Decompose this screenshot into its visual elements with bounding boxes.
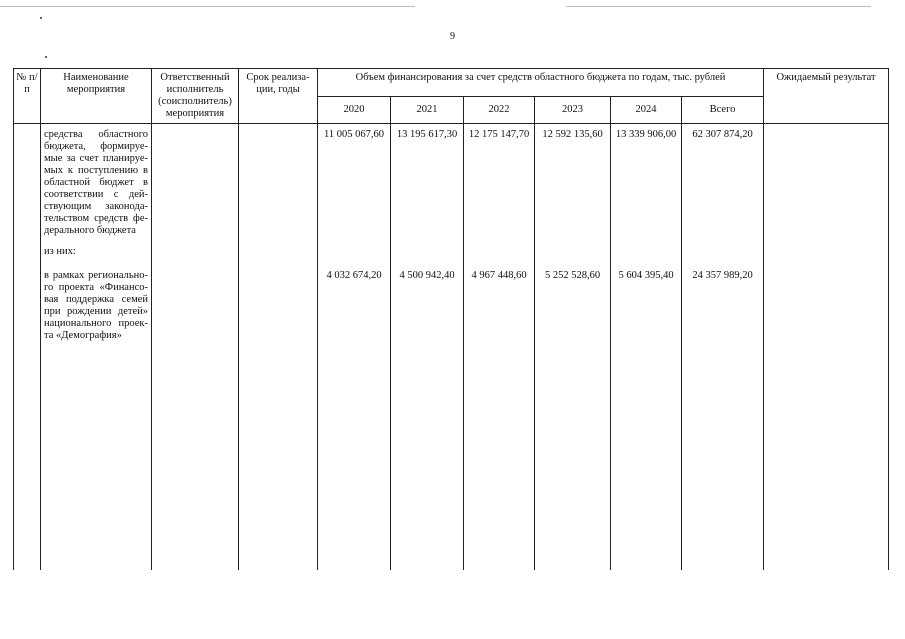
cell-2024: 13 339 906,00 xyxy=(611,124,682,243)
cell-responsible xyxy=(152,124,239,243)
cell-2022: 12 175 147,70 xyxy=(464,124,535,243)
header-year-2021: 2021 xyxy=(391,97,464,124)
cell-total xyxy=(682,242,764,264)
cell-num xyxy=(14,124,41,243)
cell-period xyxy=(239,124,318,243)
cell-period xyxy=(239,242,318,264)
cell-2022: 4 967 448,60 xyxy=(464,264,535,570)
scan-speck xyxy=(45,56,47,58)
cell-result xyxy=(764,124,889,243)
cell-name: в рамках регионально-го проекта «Финансо-вая поддержка семей при рождении детей» национального проек-та «Демография» xyxy=(41,264,152,570)
cell-2023: 5 252 528,60 xyxy=(535,264,611,570)
cell-2020: 11 005 067,60 xyxy=(318,124,391,243)
header-total: Всего xyxy=(682,97,764,124)
top-rule-right xyxy=(566,6,871,7)
cell-num xyxy=(14,242,41,264)
cell-responsible xyxy=(152,242,239,264)
cell-name: средства областного бюджета, формируе-мые за счет планируе-мых к поступлению в областной бюджет в соответствии с дей-ствующим законода-тельством средств фе-дерального бюджета xyxy=(41,124,152,243)
cell-2023 xyxy=(535,242,611,264)
cell-2022 xyxy=(464,242,535,264)
cell-2021 xyxy=(391,242,464,264)
cell-num xyxy=(14,264,41,570)
header-result: Ожидаемый результат xyxy=(764,69,889,124)
header-period: Срок реализа-ции, годы xyxy=(239,69,318,124)
cell-name: из них: xyxy=(41,242,152,264)
header-num: № п/п xyxy=(14,69,41,124)
header-year-2024: 2024 xyxy=(611,97,682,124)
funding-table xyxy=(13,68,889,570)
cell-2024: 5 604 395,40 xyxy=(611,264,682,570)
cell-2021: 4 500 942,40 xyxy=(391,264,464,570)
header-year-2022: 2022 xyxy=(464,97,535,124)
cell-2020 xyxy=(318,242,391,264)
table-row xyxy=(14,242,889,264)
cell-responsible xyxy=(152,264,239,570)
cell-period xyxy=(239,264,318,570)
cell-result xyxy=(764,264,889,570)
cell-2021: 13 195 617,30 xyxy=(391,124,464,243)
cell-result xyxy=(764,242,889,264)
header-funding: Объем финансирования за счет средств областного бюджета по годам, тыс. рублей xyxy=(318,69,764,97)
cell-total: 24 357 989,20 xyxy=(682,264,764,570)
table-row xyxy=(14,264,889,570)
header-year-2023: 2023 xyxy=(535,97,611,124)
header-responsible: Ответственный исполнитель (соисполнитель) мероприятия xyxy=(152,69,239,124)
cell-total: 62 307 874,20 xyxy=(682,124,764,243)
page-number: 9 xyxy=(450,31,455,42)
header-name: Наименование мероприятия xyxy=(41,69,152,124)
header-year-2020: 2020 xyxy=(318,97,391,124)
cell-2024 xyxy=(611,242,682,264)
scan-speck xyxy=(40,17,42,19)
table-row xyxy=(14,124,889,243)
cell-2020: 4 032 674,20 xyxy=(318,264,391,570)
top-rule-left xyxy=(0,6,415,7)
cell-2023: 12 592 135,60 xyxy=(535,124,611,243)
